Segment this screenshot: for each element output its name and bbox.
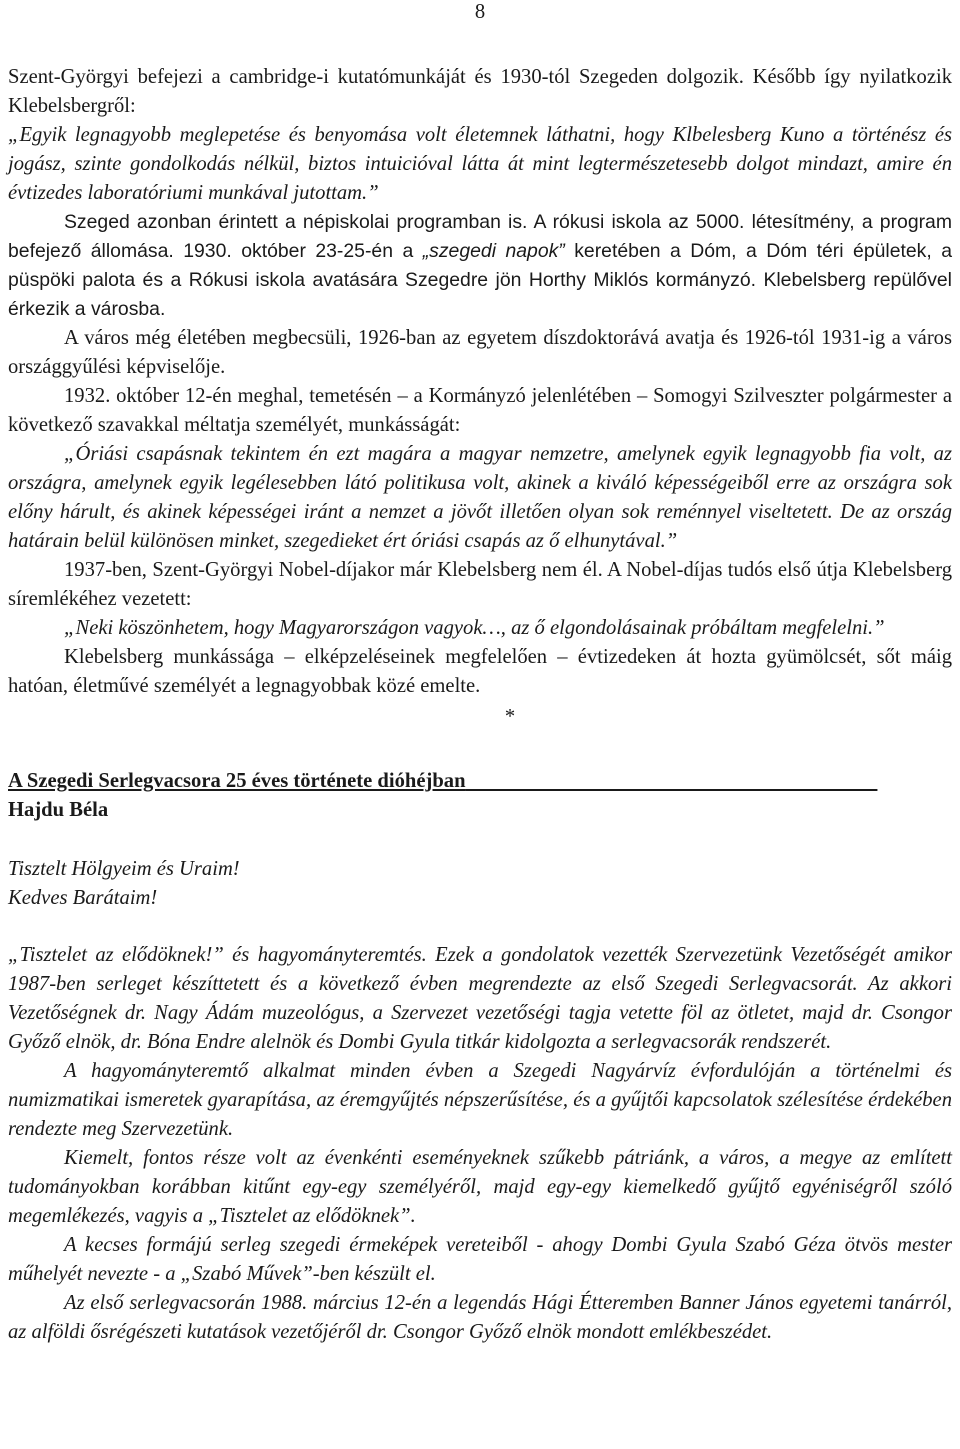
document-body [8, 63, 952, 1347]
article-paragraph-3: Kiemelt, fontos része volt az évenkénti eseményeknek szűkebb pátriánk, a város, a megye az említett tudományokban korábban kitűnt egy-egy személyéről, majd egy-egy kiemelkedő gyűjtő egyéniségről szóló megemlékezés, vagyis a „Tisztelet az elődöknek”. [8, 1147, 952, 1227]
article-paragraph-5: Az első serlegvacsorán 1988. március 12-én a legendás Hági Étteremben Banner János egyetemi tanárról, az alföldi ősrégészeti kutatások vezetőjéről dr. Csongor Győző elnök mondott emlékbeszédet. [8, 1292, 952, 1343]
szegedi-napok-italic: „szegedi napok” [422, 240, 565, 262]
article-title [8, 767, 952, 796]
paragraph-legacy: Klebelsberg munkássága – elképzeléseinek megfelelően – évtizedeken át hozta gyümölcsét, sőt máig hatóan, életművé személyét a legnagyobbak közé emelte. [8, 646, 952, 697]
paragraph-city-honors: A város még életében megbecsüli, 1926-ban az egyetem díszdoktorává avatja és 1926-tól 1931-ig a város országgyűlési képviselője. [8, 327, 952, 378]
paragraph-death: 1932. október 12-én meghal, temetésén – a Kormányzó jelenlétében – Somogyi Szilveszter polgármester a következő szavakkal méltatja személyét, munkásságát: [8, 385, 952, 436]
paragraph-intro: Szent-Györgyi befejezi a cambridge-i kutatómunkáját és 1930-tól Szegeden dolgozik. Később így nyilatkozik Klebelsbergről: [8, 66, 952, 117]
article-paragraph-2: A hagyományteremtő alkalmat minden évben a Szegedi Nagyárvíz évfordulóján a történelmi és numizmatikai ismeretek gyarapítása, az éremgyűjtés népszerűsítése, és a gyűjtői kapcsolatok szélesítése érdekében rendezte meg Szervezetünk. [8, 1060, 952, 1140]
spacer [8, 913, 952, 941]
greeting-friends: Kedves Barátaim! [8, 887, 158, 909]
paragraph-szeged-program-start: Szeged azonban érintett a népiskolai programban is. A rókusi iskola az 5000. létesítmény, a program befejező állomása. 1930. október 23-25-én a [8, 211, 952, 262]
section-separator: * [504, 706, 516, 728]
article-title-text: A Szegedi Serlegvacsora 25 éves története dióhéjban [8, 770, 466, 792]
paragraph-nobel: 1937-ben, Szent-Györgyi Nobel-díjakor már Klebelsberg nem él. A Nobel-díjas tudós első útja Klebelsberg síremlékéhez vezetett: [8, 559, 952, 610]
paragraph-szeged-program-end: keretében a Dóm, a Dóm téri épületek, a püspöki palota és a Rókusi iskola avatására Szegedre jön Horthy Miklós kormányzó. Klebelsberg repülővel érkezik a városba. [8, 240, 952, 320]
greeting-ladies-gentlemen: Tisztelt Hölgyeim és Uraim! [8, 858, 240, 880]
quote-somogyi: „Óriási csapásnak tekintem én ezt magára a magyar nemzetre, amelynek egyik legnagyobb fia volt, az országra, amelynek egyik legélesebben látó politikusa volt, akinek a kiváló képességeiből erre az országra sok előny hárult, és akinek képességei iránt a nemzet a jövőt illetően olyan sok reménnyel viseltetett. De az ország határain belül különösen minket, szegedieket ért óriási csapás az ő elhunytával.” [8, 443, 952, 552]
spacer [8, 825, 952, 855]
article-author: Hajdu Béla [8, 799, 109, 821]
title-underline-fill [466, 770, 878, 792]
quote-nobel: „Neki köszönhetem, hogy Magyarországon vagyok…, az ő elgondolásainak próbáltam megfelelni.” [64, 617, 885, 639]
article-paragraph-4: A kecses formájú serleg szegedi érmeképek vereteiből - ahogy Dombi Gyula Szabó Géza ötvös mester műhelyét nevezte - a „Szabó Művek”-ben készült el. [8, 1234, 952, 1285]
page-number: 8 [474, 1, 486, 23]
quote-szent-gyorgyi: „Egyik legnagyobb meglepetése és benyomása volt életemnek láthatni, hogy Klbelesberg Kuno a történész és jogász, szinte gondolkodás nélkül, biztos intuicióval látta át mint legtermészetesebb dolgot mindazt, amire én évtizedes laboratóriumi munkával jutottam.” [8, 124, 952, 204]
article-paragraph-1: „Tisztelet az elődöknek!” és hagyományteremtés. Ezek a gondolatok vezették Szervezetünk Vezetőségét amikor 1987-ben serleget készíttetett és a következő évben megrendezte az első Szegedi Serlegvacsorát. Az akkori Vezetőségnek dr. Nagy Ádám muzeológus, a Szervezet vezetőségi tagja vetette föl az ötletet, majd dr. Csongor Győző elnök, dr. Bóna Endre alelnök és Dombi Gyula titkár kidolgozta a serlegvacsorák rendszerét. [8, 944, 952, 1053]
paragraph-szeged-program [8, 208, 952, 324]
